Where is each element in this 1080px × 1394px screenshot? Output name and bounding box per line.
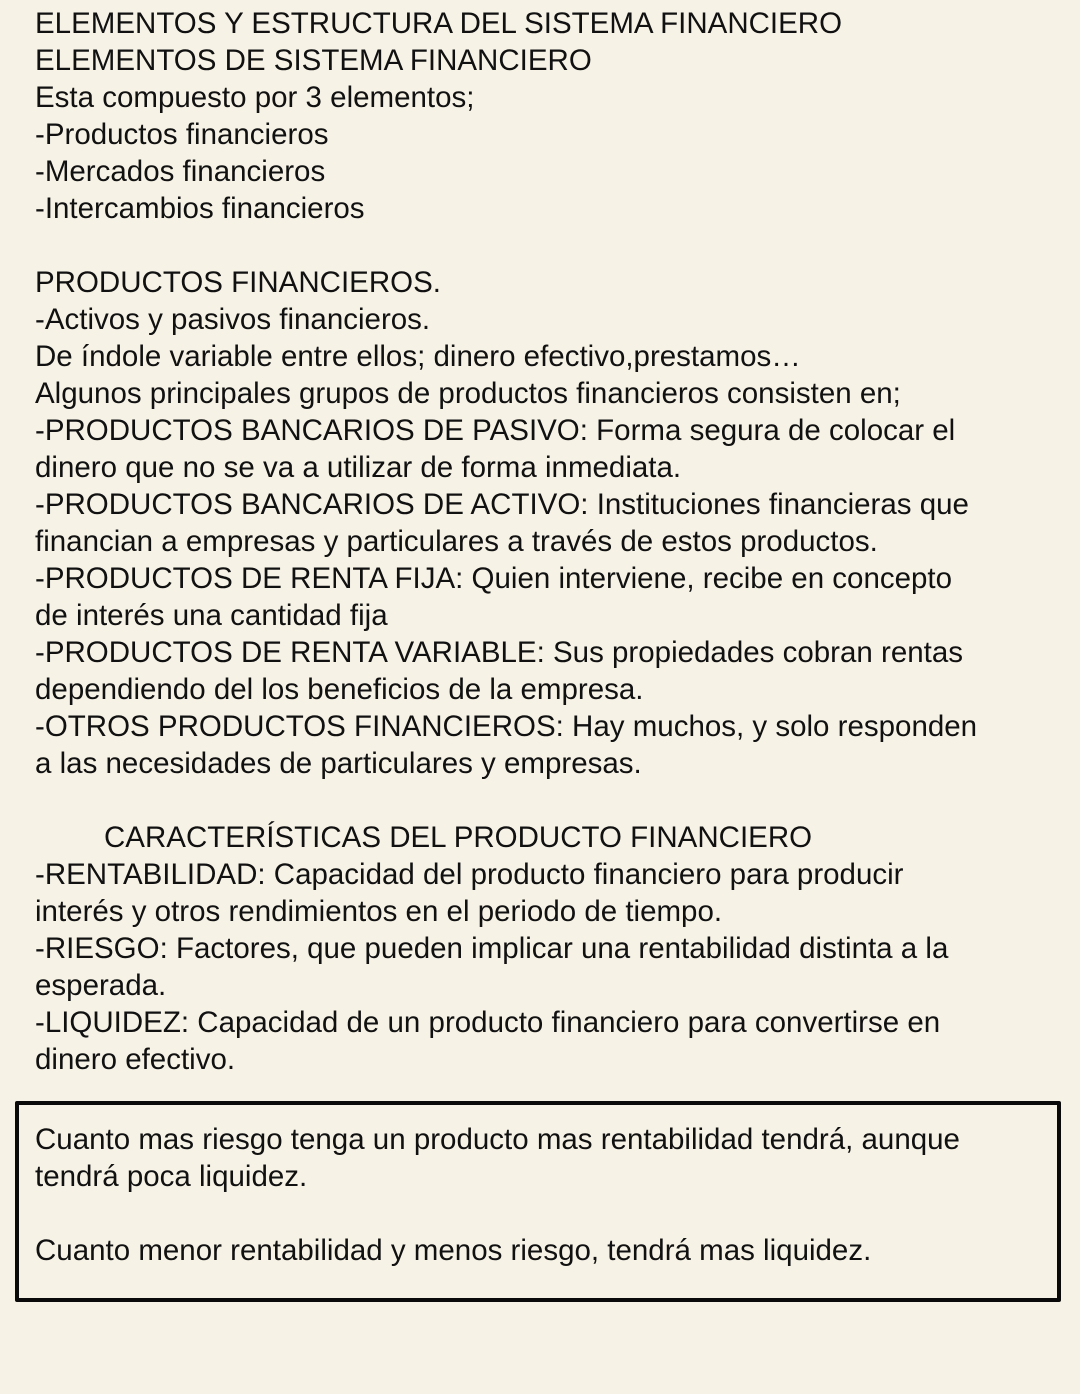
product-group-text: Hay muchos, y solo responden xyxy=(563,710,978,743)
section-heading-elementos: ELEMENTOS DE SISTEMA FINANCIERO xyxy=(35,44,592,77)
callout-content xyxy=(35,1121,1045,1269)
characteristic-text: Factores, que pueden implicar una rentabilidad distinta a la xyxy=(167,932,949,965)
characteristic-continuation: esperada. xyxy=(35,969,167,1002)
product-group-pasivo xyxy=(35,412,1045,486)
product-group-renta-variable xyxy=(35,634,1045,708)
paragraph-line: -Activos y pasivos financieros. xyxy=(35,303,431,336)
product-group-text: Quien interviene, recibe en concepto xyxy=(463,562,953,595)
document-title: ELEMENTOS Y ESTRUCTURA DEL SISTEMA FINANCIERO xyxy=(35,7,843,40)
callout-line: Cuanto menor rentabilidad y menos riesgo, tendrá mas liquidez. xyxy=(35,1234,872,1267)
characteristic-text: Capacidad de un producto financiero para convertirse en xyxy=(189,1006,941,1039)
list-item: -Intercambios financieros xyxy=(35,192,365,225)
characteristic-liquidez xyxy=(35,1004,1045,1078)
product-group-continuation: dinero que no se va a utilizar de forma inmediata. xyxy=(35,451,682,484)
product-group-text: Forma segura de colocar el xyxy=(587,414,956,447)
paragraph-line: De índole variable entre ellos; dinero efectivo,prestamos… xyxy=(35,340,801,373)
characteristic-label: -RIESGO: xyxy=(35,932,168,965)
characteristic-continuation: dinero efectivo. xyxy=(35,1043,236,1076)
callout-line: tendrá poca liquidez. xyxy=(35,1160,308,1193)
characteristic-rentabilidad xyxy=(35,856,1045,930)
characteristic-continuation: interés y otros rendimientos en el periodo de tiempo. xyxy=(35,895,723,928)
product-group-label: -OTROS PRODUCTOS FINANCIEROS: xyxy=(35,710,564,743)
section-intro: Esta compuesto por 3 elementos; xyxy=(35,81,475,114)
section-heading-productos: PRODUCTOS FINANCIEROS. xyxy=(35,266,441,299)
product-group-label: -PRODUCTOS DE RENTA FIJA: xyxy=(35,562,464,595)
characteristic-label: -LIQUIDEZ: xyxy=(35,1006,190,1039)
product-group-activo xyxy=(35,486,1045,560)
section-heading-caracteristicas: CARACTERÍSTICAS DEL PRODUCTO FINANCIERO xyxy=(104,821,813,854)
spacer xyxy=(35,782,1045,819)
characteristic-label: -RENTABILIDAD: xyxy=(35,858,266,891)
summary-callout-box xyxy=(15,1101,1061,1302)
product-group-renta-fija xyxy=(35,560,1045,634)
spacer xyxy=(35,1195,1045,1232)
product-group-label: -PRODUCTOS BANCARIOS DE ACTIVO: xyxy=(35,488,589,521)
product-group-continuation: a las necesidades de particulares y empresas. xyxy=(35,747,642,780)
characteristic-riesgo xyxy=(35,930,1045,1004)
product-group-continuation: financian a empresas y particulares a través de estos productos. xyxy=(35,525,878,558)
product-group-text: Sus propiedades cobran rentas xyxy=(544,636,963,669)
characteristic-text: Capacidad del producto financiero para producir xyxy=(265,858,904,891)
product-group-otros xyxy=(35,708,1045,782)
paragraph-line: Algunos principales grupos de productos financieros consisten en; xyxy=(35,377,901,410)
product-group-text: Instituciones financieras que xyxy=(588,488,969,521)
product-group-continuation: de interés una cantidad fija xyxy=(35,599,388,632)
product-group-continuation: dependiendo del los beneficios de la empresa. xyxy=(35,673,644,706)
list-item: -Mercados financieros xyxy=(35,155,326,188)
product-group-label: -PRODUCTOS BANCARIOS DE PASIVO: xyxy=(35,414,588,447)
document-body xyxy=(35,5,1045,1078)
spacer xyxy=(35,227,1045,264)
product-group-label: -PRODUCTOS DE RENTA VARIABLE: xyxy=(35,636,545,669)
list-item: -Productos financieros xyxy=(35,118,329,151)
callout-line: Cuanto mas riesgo tenga un producto mas rentabilidad tendrá, aunque xyxy=(35,1123,960,1156)
